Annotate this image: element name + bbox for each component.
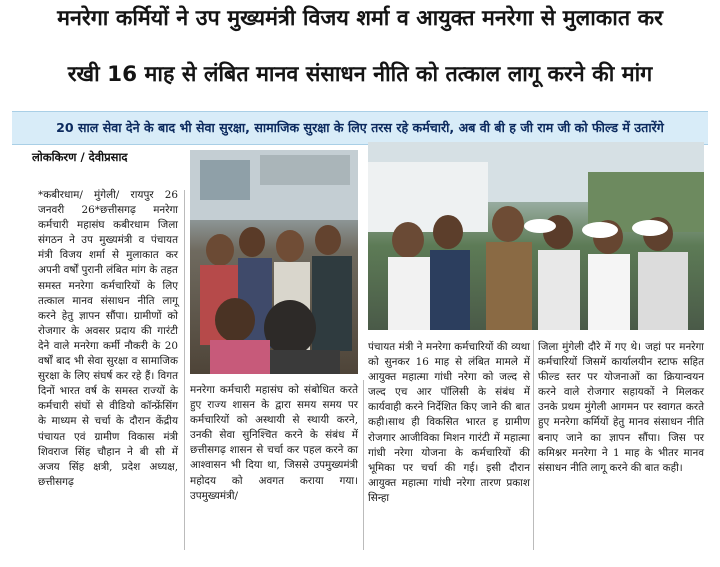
headline-line-2: रखी 16 माह से लंबित मानव संसाधन नीति को तत्काल लागू करने की मांग [67, 62, 653, 87]
photo-outdoor-gathering [368, 142, 704, 330]
article-column-1: *कबीरधाम/ मुंगेली/ रायपुर 26 जनवरी 26*छत्तीसगढ़ मनरेगा कर्मचारी महासंघ कबीरधाम जिला संगठन ने उप मुख्यमंत्री व पंचायत मंत्री विजय शर्मा से मुलाकात कर अपनी वर्षों पुरानी लंबित मांग के तहत समस्त मनरेगा कर्मचारियों के लिए तत्काल मानव संसाधन नीति लागू करने हेतु ज्ञापन सौंपा। ग्रामीणों को रोजगार के अवसर प्रदाय की गारंटी देने वाले मनरेगा कर्मी नौकरी के 20 वर्षों बाद भी सेवा सुरक्षा व सामाजिक सुरक्षा के लिए संघर्ष कर रहे हैं। विगत दिनों भारत वर्ष के समस्त राज्यों के कर्मचारी संघों से वीडियो कॉन्फ्रेंसिंग के माध्यम से चर्चा के दौरान केंद्रीय पंचायत एवं ग्रामीण विकास मंत्री शिवराज सिंह चौहान ने बी सी में अजय सिंह क्षत्री, प्रदेश अध्यक्ष, छत्तीसगढ़ [38, 189, 178, 488]
column-divider [533, 340, 534, 550]
article-column-4: जिला मुंगेली दौरे में गए थे। जहां पर मनरेगा कर्मचारियों जिसमें कार्यालयीन स्टाफ सहित फील्ड स्तर पर योजनाओं का क्रियान्वयन करने वाले रोजगार सहायकों ने मिलकर उनके प्रथम मुंगेली आगमन पर स्वागत करते हुए मनरेगा कर्मियों हेतु मानव संसाधन नीति बनाए जाने का ज्ञापन सौंपा। जिस पर कमिश्नर मनरेगा ने 1 माह के भीतर मानव संसाधन नीति लागू करने की बात कही। [538, 341, 704, 474]
photo-meeting-group-illustration [190, 150, 358, 374]
photo-outdoor-gathering-illustration [368, 142, 704, 330]
article-column-3: पंचायत मंत्री ने मनरेगा कर्मचारियों की व्यथा को सुनकर 16 माह से लंबित मामले में आयुक्त महात्मा गांधी नरेगा को जल्द से जल्द एच आर पॉलिसी के संबंध में कार्यवाही करने निर्देशित किए जाने की बात कही।साथ ही विकसित भारत ह ग्रामीण रोजगार आजीविका मिशन गारंटी में महात्मा गांधी नरेगा योजना के कर्मचारियों की भूमिका पर चर्चा की गई। इसी दौरान आयुक्त महात्मा गांधी नरेगा तारण प्रकाश सिन्हा [368, 341, 530, 504]
photo-meeting-group [190, 150, 358, 374]
subheadline-banner: 20 साल सेवा देने के बाद भी सेवा सुरक्षा, सामाजिक सुरक्षा के लिए तरस रहे कर्मचारी, अब वी बी ह जी राम जी को फील्ड में उतारेंगे [12, 111, 708, 145]
headline-line-1: मनरेगा कर्मियों ने उप मुख्यमंत्री विजय शर्मा व आयुक्त मनरेगा से मुलाकात कर [57, 6, 663, 31]
column-divider [363, 380, 364, 550]
byline: लोककिरण / देवीप्रसाद [32, 150, 128, 164]
column-divider [184, 190, 185, 550]
article-column-2: मनरेगा कर्मचारी महासंघ को संबोधित करते हुए राज्य शासन के द्वारा समय समय पर कर्मचारियों को अस्थायी से स्थायी करने, उनकी सेवा सुनिश्चित करने के संबंध में छत्तीसगढ़ शासन से चर्चा कर पहल करने का आश्वासन भी दिया था, जिससे उपमुख्यमंत्री महोदय को अवगत कराया गया। उपमुख्यमंत्री/ [190, 384, 358, 502]
